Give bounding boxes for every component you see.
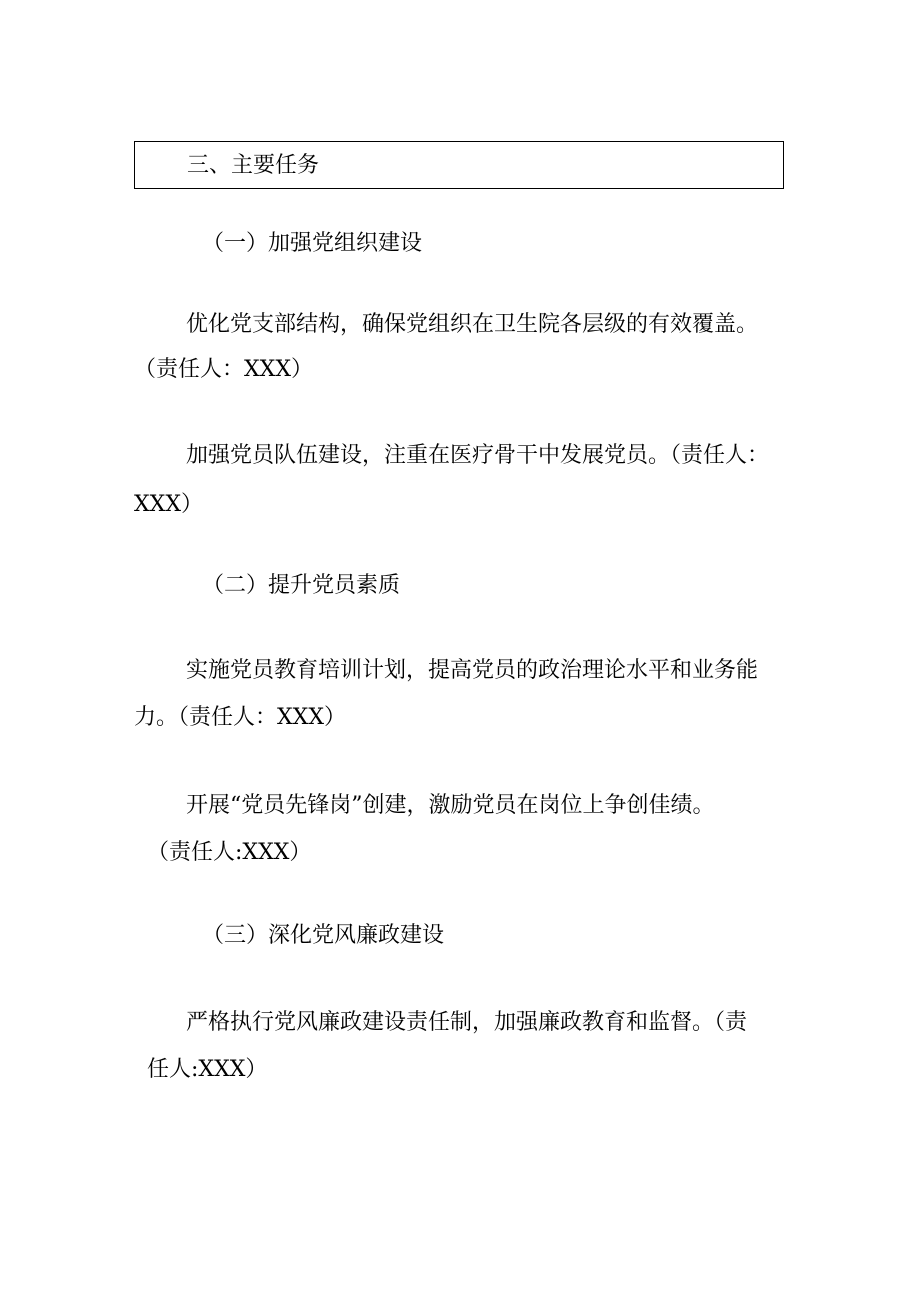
section-title: 三、主要任务 [187, 153, 320, 178]
paragraph-2-line-2: XXX） [134, 492, 203, 517]
subsection-heading-1: （一）加强党组织建设 [202, 231, 423, 256]
subsection-heading-2: （二）提升党员素质 [202, 573, 401, 598]
paragraph-3-line-1: 实施党员教育培训计划，提高党员的政治理论水平和业务能 [186, 658, 759, 683]
paragraph-5-line-2: 任人:XXX） [147, 1057, 268, 1082]
paragraph-2-line-1: 加强党员队伍建设，注重在医疗骨干中发展党员。（责任人： [186, 443, 770, 468]
paragraph-3-line-2: 力。（责任人：XXX） [134, 705, 346, 730]
paragraph-4-line-1: 开展“党员先锋岗”创建，激励党员在岗位上争创佳绩。 [186, 793, 715, 818]
paragraph-1-line-2: （责任人：XXX） [134, 357, 313, 382]
subsection-heading-3: （三）深化党风廉政建设 [202, 923, 445, 948]
paragraph-4-line-2: （责任人:XXX） [147, 840, 312, 865]
paragraph-5-line-1: 严格执行党风廉政建设责任制，加强廉政教育和监督。（责 [186, 1010, 748, 1035]
paragraph-1-line-1: 优化党支部结构，确保党组织在卫生院各层级的有效覆盖。 [186, 312, 759, 337]
section-title-box [134, 141, 784, 189]
